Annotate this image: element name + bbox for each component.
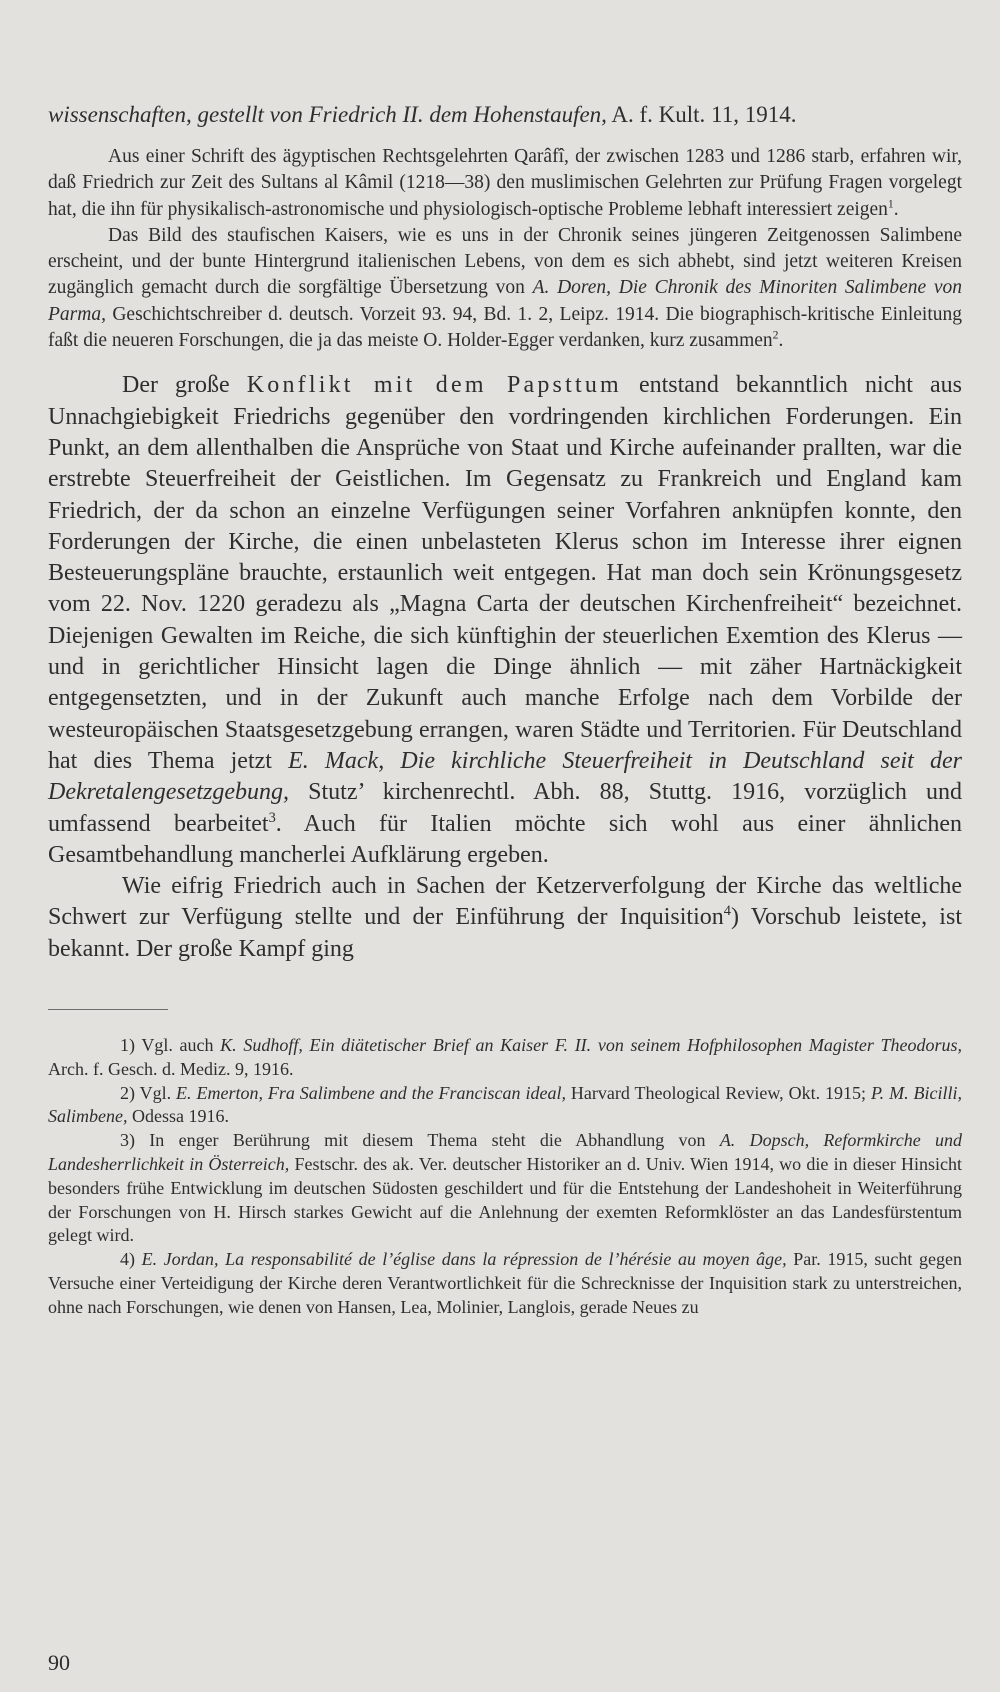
para2-text-a: Das Bild des staufischen Kaisers, wie es uns in der Chronik seines jüngeren Zeitgenossen Salimbene erscheint, und der bunte Hintergrund italienischen Lebens, von dem es sich abhebt, sind jetzt weiteren Kreisen zugänglich gemacht durch die sorgfältige Übersetzung von — [48, 224, 962, 299]
para3-text-c: Stutz’ kirchenrechtl. Abh. 88, Stuttg. 1916, vorzüglich und umfassend bearbeitet — [48, 779, 962, 837]
para3-text-a: Der große — [122, 372, 247, 399]
para1-text-a: Aus einer Schrift des ägyptischen Rechtsgelehrten Qarâfî, der zwischen 1283 und 1286 starb, erfahren wir, daß Friedrich zur Zeit des Sultans al Kâmil (1218—38) den muslimischen Gelehrten zur Prüfung Fragen vorgelegt hat, die ihn für physikalisch-astronomische und physiologisch-optische Probleme lebhaft interessiert zeigen — [48, 146, 962, 220]
fn2-italic-2: P. M. Bicilli, Salimbene, — [48, 1082, 962, 1127]
para2-italic: A. Doren, Die Chronik des Minoriten Salimbene von Parma, — [48, 277, 962, 325]
page-body — [48, 100, 962, 1320]
fn1-italic: K. Sudhoff, Ein diätetischer Brief an Kaiser F. II. von seinem Hofphilosophen Magister Theodorus, — [220, 1035, 962, 1056]
page-number: 90 — [48, 1650, 70, 1675]
fn4-italic: E. Jordan, La responsabilité de l’église dans la répression de l’hérésie au moyen âge, — [141, 1249, 787, 1270]
footnote-ref-3[interactable]: 3 — [268, 809, 276, 826]
fn1-text-a: 1) Vgl. auch — [120, 1035, 221, 1056]
footnote-ref-2[interactable]: 2 — [772, 328, 779, 342]
footnote-4 — [48, 1248, 962, 1319]
fn3-text-a: 3) In enger Berührung mit diesem Thema steht die Abhandlung von — [120, 1130, 720, 1151]
fn4-text-b: Par. 1915, sucht gegen Versuche einer Verteidigung der Kirche deren Verantwortlichkeit für die Schrecknisse der Inquisition stark zu unterstreichen, ohne nach Forschungen, wie denen von Hansen, Lea, Molinier, Langlois, gerade Neues zu — [48, 1249, 962, 1317]
footnote-3 — [48, 1129, 962, 1248]
para4-text-a: Wie eifrig Friedrich auch in Sachen der Ketzerverfolgung der Kirche das weltliche Schwert zur Verfügung stellte und der Einführung der Inquisition — [48, 873, 962, 931]
fn2-text-c: Odessa 1916. — [127, 1106, 229, 1127]
fn3-italic: A. Dopsch, Reformkirche und Landesherrlichkeit in Österreich, — [48, 1130, 962, 1174]
fn2-text-a: 2) Vgl. — [120, 1082, 177, 1103]
footnote-ref-1[interactable]: 1 — [887, 197, 894, 211]
para2-text-c: . — [778, 330, 784, 352]
paragraph-qarafi — [48, 144, 962, 223]
continued-reference — [48, 100, 962, 130]
fn1-text-b: Arch. f. Gesch. d. Mediz. 9, 1916. — [48, 1058, 294, 1079]
para2-text-b: Geschichtschreiber d. deutsch. Vorzeit 93. 94, Bd. 1. 2, Leipz. 1914. Die biographisch-kritische Einleitung faßt die neueren Forschungen, die ja das meiste O. Holder-Egger verdanken, kurz zusammen — [48, 303, 962, 352]
paragraph-konflikt — [48, 370, 962, 871]
continued-italic: wissenschaften, gestellt von Friedrich II. dem Hohenstaufen, — [48, 102, 607, 127]
para3-text-d: . Auch für Italien möchte sich wohl aus einer ähnlichen Gesamtbehandlung mancherlei Aufklärung ergeben. — [48, 810, 963, 868]
para4-text-b: ) Vorschub leistete, ist bekannt. Der große Kampf ging — [48, 904, 962, 962]
fn4-text-a: 4) — [120, 1249, 142, 1270]
fn2-text-b: Harvard Theological Review, Okt. 1915; — [565, 1082, 871, 1103]
fn2-italic-1: E. Emerton, Fra Salimbene and the Franciscan ideal, — [176, 1082, 566, 1103]
fn3-text-b: Festschr. des ak. Ver. deutscher Historiker an d. Univ. Wien 1914, wo die in dieser Hinsicht besonders frühe Entwicklung im deutschen Südosten geschildert und für die Entstehung der Landeshoheit in Weiterführung der Forschungen von H. Hirsch starkes Gewicht auf die Anlehnung der exemten Reformklöster an das Landesfürstentum gelegt wird. — [48, 1154, 963, 1246]
footnote-ref-4[interactable]: 4 — [723, 903, 731, 920]
para3-italic: E. Mack, Die kirchliche Steuerfreiheit in Deutschland seit der Dekretalengesetzgebung, — [48, 747, 962, 806]
para3-text-b: entstand bekanntlich nicht aus Unnachgiebigkeit Friedrichs gegenüber den vordringenden kirchlichen Forderungen. Ein Punkt, an dem allenthalben die Ansprüche von Staat und Kirche aufeinander prallten, war die erstrebte Steuerfreiheit der Geistlichen. Im Gegensatz zu Frankreich und England kam Friedrich, der da schon an einzelne Verfügungen seiner Vorfahren anknüpfen konnte, den Forderungen der Kirche, die einen unbelasteten Klerus schon im Interesse ihrer eignen Besteuerungspläne brauchte, erstaunlich weit entgegen. Hat man doch sein Krönungsgesetz vom 22. Nov. 1220 geradezu als „Magna Carta der deutschen Kirchenfreiheit“ bezeichnet. Diejenigen Gewalten im Reiche, die sich künftighin der steuerlichen Exemtion des Klerus — und in gerichtlicher Hinsicht lagen die Dinge ähnlich — mit zäher Hartnäckigkeit entgegensetzten, und in der Zukunft auch manche Erfolge nach dem Vorbilde der westeuropäischen Staatsgesetzgebung errangen, waren Städte und Territorien. Für Deutschland hat dies Thema jetzt — [48, 372, 963, 774]
para3-spaced-emphasis: Konflikt mit dem Papsttum — [246, 372, 622, 399]
paragraph-salimbene — [48, 223, 962, 354]
footnote-divider — [48, 1009, 168, 1010]
continued-rest: A. f. Kult. 11, 1914. — [606, 102, 797, 127]
footnote-2 — [48, 1082, 962, 1130]
paragraph-inquisition — [48, 871, 962, 965]
footnote-1 — [48, 1034, 962, 1082]
para1-text-b: . — [893, 198, 899, 220]
